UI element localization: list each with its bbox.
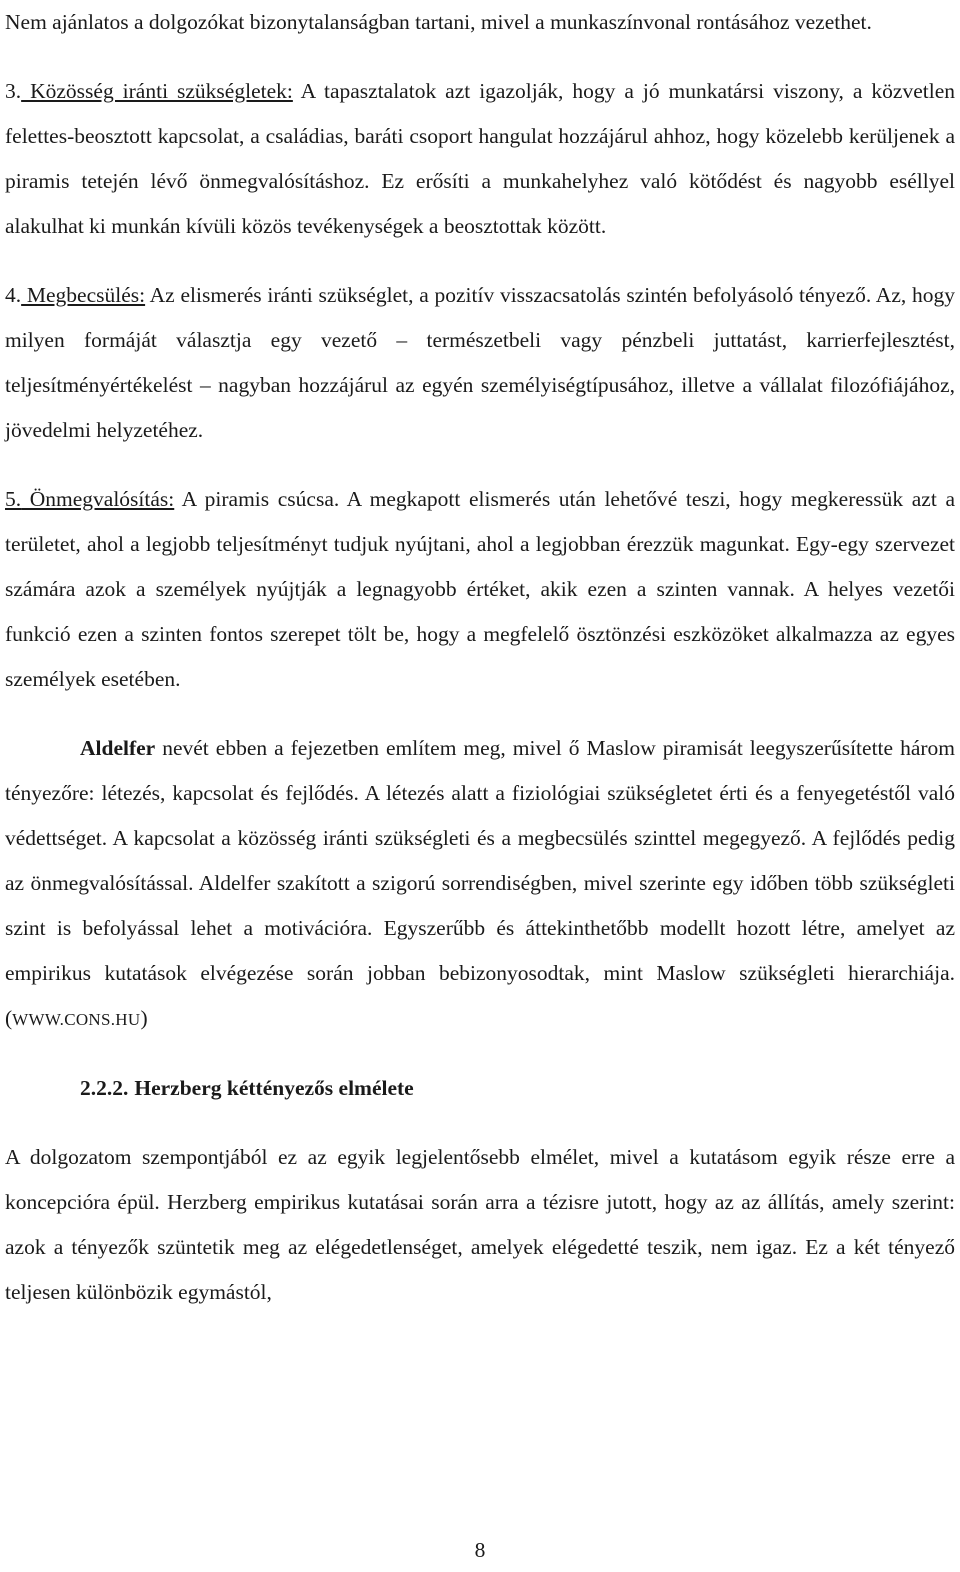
paragraph-text: A dolgozatom szempontjából ez az egyik legjelentősebb elmélet, mivel a kutatásom egyik része erre a koncepcióra épül. Herzberg empirikus kutatásai során arra a tézisre jutott, hogy az az állítás, amely szerint: azok a tényezők szüntetik meg az elégedetlenséget, amelyek elégedetté teszik, nem igaz. Ez a két tényező teljesen különbözik egymástól, xyxy=(5,1145,955,1304)
item-number: 3. xyxy=(5,79,22,103)
paragraph-community-needs xyxy=(5,69,955,249)
paragraph-text: A piramis csúcsa. A megkapott elismerés után lehetővé teszi, hogy megkeressük azt a területet, ahol a legjobb teljesítményt tudjuk nyújtani, ahol a legjobban érezzük magunkat. Egy-egy szervezet számára azok a személyek nyújtják a legnagyobb értéket, akik ezen a szinten vannak. A helyes vezetői funkció ezen a szinten fontos szerepet tölt be, hogy a megfelelő ösztönzési eszközöket alkalmazza az egyes személyek esetében. xyxy=(5,487,955,691)
item-title: Önmegvalósítás: xyxy=(21,487,175,511)
source-citation: WWW.CONS.HU xyxy=(12,1010,141,1029)
section-title: Herzberg kéttényezős elmélete xyxy=(134,1076,414,1100)
paragraph-aldelfer xyxy=(5,726,955,1042)
paragraph-self-actualization xyxy=(5,477,955,702)
citation-close: ) xyxy=(140,1006,148,1030)
item-number: 5. xyxy=(5,487,22,511)
paragraph-text: nevét ebben a fejezetben említem meg, mivel ő Maslow piramisát leegyszerűsítette három tényezőre: létezés, kapcsolat és fejlődés. A létezés alatt a fiziológiai szükségletet érti és a fenyegetéstől való védettséget. A kapcsolat a közösség iránti szükségleti és a megbecsülés szinttel megegyező. A fejlődés pedig az önmegvalósítással. Aldelfer szakított a szigorú sorrendiségben, mivel szerinte egy időben több szükségleti szint is befolyással lehet a motivációra. Egyszerűbb és áttekinthetőbb modellt hozott létre, amelyet az empirikus kutatások elvégezése során jobban bebizonyosodtak, mint Maslow szükségleti hierarchiája. ( xyxy=(5,736,955,1030)
author-name: Aldelfer xyxy=(80,736,156,760)
item-number: 4. xyxy=(5,283,22,307)
item-title: Megbecsülés: xyxy=(21,283,146,307)
paragraph-text: Nem ajánlatos a dolgozókat bizonytalanságban tartani, mivel a munkaszínvonal rontásához vezethet. xyxy=(5,10,872,34)
paragraph-esteem xyxy=(5,273,955,453)
document-page xyxy=(5,0,955,1315)
section-heading xyxy=(80,1066,955,1111)
paragraph-text: Az elismerés iránti szükséglet, a pozitív visszacsatolás szintén befolyásoló tényező. Az, hogy milyen formáját választja egy vezető – természetbeli vagy pénzbeli juttatást, karrierfejlesztést, teljesítményértékelést – nagyban hozzájárul az egyén személyiségtípusához, illetve a vállalat filozófiájához, jövedelmi helyzetéhez. xyxy=(5,283,955,442)
page-number: 8 xyxy=(474,1538,486,1562)
paragraph-herzberg xyxy=(5,1135,955,1315)
paragraph-intro xyxy=(5,0,955,45)
paragraph-text: A tapasztalatok azt igazolják, hogy a jó munkatársi viszony, a közvetlen felettes-beosztott kapcsolat, a családias, baráti csoport hangulat hozzájárul ahhoz, hogy közelebb kerüljenek a piramis tetején lévő önmegvalósításhoz. Ez erősíti a munkahelyhez való kötődést és nagyobb eséllyel alakulhat ki munkán kívüli közös tevékenységek a beosztottak között. xyxy=(5,79,956,238)
item-title: Közösség iránti szükségletek: xyxy=(21,79,293,103)
section-number: 2.2.2. xyxy=(80,1076,129,1100)
